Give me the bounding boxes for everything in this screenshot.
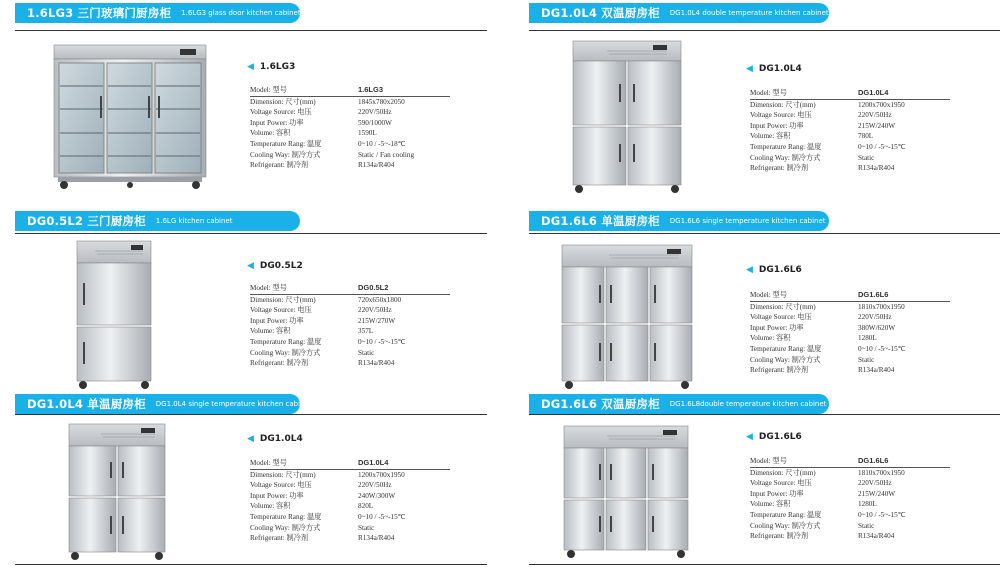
spec-label: Volume: 容积 — [750, 334, 791, 343]
spec-value: 0~10 / -5~-18℃ — [358, 139, 406, 148]
spec-value: 215W/270W — [358, 316, 396, 325]
spec-value: R134a/R404 — [358, 161, 395, 170]
spec-row — [750, 88, 950, 99]
model-heading-label: 1.6LG3 — [259, 62, 296, 72]
model-heading-label: DG1.0L4 — [259, 434, 303, 444]
model-heading — [746, 64, 802, 74]
spec-value: 820L — [358, 502, 374, 511]
spec-label: Volume: 容积 — [250, 502, 291, 511]
spec-label: Temperature Rang: 温度 — [250, 337, 322, 346]
panel-header — [15, 3, 300, 23]
model-heading — [247, 62, 295, 72]
spec-row — [750, 110, 950, 121]
spec-label: Refrigerant: 制冷剂 — [250, 161, 309, 170]
spec-value: 590/1000W — [358, 118, 392, 127]
product-panel-dg1-0l4-double — [529, 3, 1000, 198]
spec-value: 1280L — [858, 334, 877, 343]
spec-label: Cooling Way: 制冷方式 — [250, 150, 321, 159]
triangle-marker-icon: ◀ — [247, 261, 254, 271]
spec-value: Static / Fan cooling — [358, 150, 415, 159]
spec-table — [250, 85, 450, 171]
spec-value: 1280L — [858, 500, 877, 509]
panel-title-cn: DG1.0L4 双温厨房柜 — [541, 6, 660, 20]
spec-label: Input Power: 功率 — [250, 491, 304, 500]
spec-value: 0~10 / -5~-15℃ — [858, 344, 906, 353]
spec-label: Volume: 容积 — [750, 132, 791, 141]
spec-label: Temperature Rang: 温度 — [750, 142, 822, 151]
panel-header — [15, 211, 300, 231]
spec-row — [750, 301, 950, 312]
spec-value: Static — [358, 348, 375, 357]
model-heading — [746, 265, 802, 275]
spec-value: 240W/300W — [358, 491, 396, 500]
panel-title-en: DG1.0L4 single temperature kitchen cabinet — [155, 400, 312, 408]
panel-top-rule — [529, 414, 1000, 415]
spec-value: 0~10 / -5~-15℃ — [858, 510, 906, 519]
spec-row — [750, 290, 950, 301]
panel-title-cn: DG1.6L6 单温厨房柜 — [541, 214, 660, 228]
spec-row — [250, 533, 450, 544]
spec-label: Refrigerant: 制冷剂 — [750, 366, 809, 375]
spec-value: R134a/R404 — [358, 359, 395, 368]
spec-value: 220V/50Hz — [858, 479, 892, 488]
spec-label: Model: 型号 — [250, 458, 358, 469]
panel-title-en: 1.6LG3 glass door kitchen cabinet — [181, 9, 301, 17]
spec-row — [750, 531, 950, 542]
spec-row — [750, 131, 950, 142]
spec-value: 220V/50Hz — [358, 481, 392, 490]
panel-title-cn: DG1.6L6 双温厨房柜 — [541, 397, 660, 411]
spec-row — [250, 283, 450, 294]
glass-door-cabinet-image — [50, 41, 210, 191]
spec-label: Cooling Way: 制冷方式 — [250, 348, 321, 357]
spec-value: 0~10 / -5~-15℃ — [358, 337, 406, 346]
spec-value: Static — [858, 355, 875, 364]
spec-label: Cooling Way: 制冷方式 — [750, 355, 821, 364]
spec-label: Cooling Way: 制冷方式 — [250, 523, 321, 532]
spec-row — [250, 160, 450, 171]
panel-title-cn: 1.6LG3 三门玻璃门厨房柜 — [27, 6, 172, 20]
spec-value: 215W/240W — [858, 121, 896, 130]
triangle-marker-icon: ◀ — [746, 265, 753, 275]
spec-table-body — [750, 88, 950, 174]
spec-label: Voltage Source: 电压 — [250, 306, 312, 315]
spec-label: Model: 型号 — [250, 283, 358, 294]
spec-label: Cooling Way: 制冷方式 — [750, 521, 821, 530]
six-door-cabinet-image — [561, 424, 691, 560]
spec-table-body — [250, 458, 450, 544]
spec-label: Dimension: 尺寸(mm) — [750, 468, 816, 477]
spec-value: DG0.5L2 — [358, 283, 450, 294]
panel-title-en: DG1.6L8double temperature kitchen cabinet — [669, 400, 827, 408]
panel-bottom-rule — [15, 564, 487, 565]
spec-row — [250, 85, 450, 96]
spec-value: 1810x700x1950 — [858, 302, 905, 311]
model-heading-label: DG0.5L2 — [259, 261, 303, 271]
model-heading — [746, 432, 802, 442]
spec-row — [250, 294, 450, 305]
spec-label: Temperature Rang: 温度 — [250, 512, 322, 521]
panel-header — [529, 211, 829, 231]
spec-label: Temperature Rang: 温度 — [750, 510, 822, 519]
spec-label: Dimension: 尺寸(mm) — [750, 100, 816, 109]
panel-title-en: DG1.6L6 single temperature kitchen cabinet — [669, 217, 826, 225]
spec-row — [250, 305, 450, 316]
spec-row — [250, 501, 450, 512]
spec-row — [250, 523, 450, 534]
spec-value: 1845x780x2050 — [358, 97, 405, 106]
spec-row — [250, 316, 450, 327]
spec-row — [750, 365, 950, 376]
spec-label: Voltage Source: 电压 — [250, 481, 312, 490]
spec-label: Input Power: 功率 — [250, 118, 304, 127]
spec-value: Static — [858, 153, 875, 162]
spec-row — [250, 348, 450, 359]
spec-table-body — [750, 290, 950, 376]
spec-value: R134a/R404 — [358, 534, 395, 543]
spec-row — [250, 107, 450, 118]
spec-row — [250, 469, 450, 480]
spec-value: DG1.0L4 — [858, 88, 950, 99]
spec-value: 0~10 / -5~-15℃ — [858, 142, 906, 151]
spec-row — [750, 323, 950, 334]
spec-row — [250, 512, 450, 523]
spec-value: 0~10 / -5~-15℃ — [358, 512, 406, 521]
spec-row — [750, 478, 950, 489]
spec-value: 220V/50Hz — [358, 108, 392, 117]
model-heading — [247, 434, 303, 444]
panel-top-rule — [15, 414, 487, 415]
spec-label: Refrigerant: 制冷剂 — [750, 164, 809, 173]
spec-row — [750, 489, 950, 500]
spec-label: Volume: 容积 — [250, 327, 291, 336]
panel-title-cn: DG0.5L2 三门厨房柜 — [27, 214, 146, 228]
product-panel-1-6lg3 — [15, 3, 500, 198]
spec-row — [250, 337, 450, 348]
six-door-cabinet-image — [559, 243, 695, 391]
spec-label: Input Power: 功率 — [750, 489, 804, 498]
spec-label: Cooling Way: 制冷方式 — [750, 153, 821, 162]
model-heading-label: DG1.6L6 — [758, 265, 802, 275]
spec-row — [750, 142, 950, 153]
spec-value: 1200x700x1950 — [358, 470, 405, 479]
panel-title-en: 1.6LG kitchen cabinet — [155, 217, 233, 225]
spec-row — [250, 150, 450, 161]
spec-row — [750, 163, 950, 174]
spec-value: Static — [858, 521, 875, 530]
spec-label: Model: 型号 — [250, 85, 358, 96]
spec-label: Refrigerant: 制冷剂 — [750, 532, 809, 541]
model-heading-label: DG1.0L4 — [758, 64, 802, 74]
spec-label: Model: 型号 — [750, 456, 858, 467]
spec-label: Voltage Source: 电压 — [750, 479, 812, 488]
spec-label: Voltage Source: 电压 — [750, 313, 812, 322]
triangle-marker-icon: ◀ — [746, 64, 753, 74]
spec-label: Input Power: 功率 — [750, 121, 804, 130]
spec-table-body — [250, 85, 450, 171]
spec-row — [250, 128, 450, 139]
product-panel-dg0-5l2 — [15, 211, 500, 394]
two-door-cabinet-image — [73, 239, 155, 391]
spec-row — [750, 333, 950, 344]
model-heading — [247, 261, 303, 271]
spec-row — [750, 510, 950, 521]
spec-value: 1590L — [358, 129, 377, 138]
spec-table — [750, 456, 950, 542]
panel-title-cn: DG1.0L4 单温厨房柜 — [27, 397, 146, 411]
panel-title-en: DG1.0L4 double temperature kitchen cabinet — [669, 9, 829, 17]
spec-value: 380W/620W — [858, 323, 896, 332]
spec-table — [250, 458, 450, 544]
spec-value: 1810x700x1950 — [858, 468, 905, 477]
spec-label: Model: 型号 — [750, 290, 858, 301]
spec-value: DG1.6L6 — [858, 456, 950, 467]
spec-value: 1.6LG3 — [358, 85, 450, 96]
spec-value: DG1.6L6 — [858, 290, 950, 301]
spec-value: Static — [358, 523, 375, 532]
panel-top-rule — [15, 233, 487, 234]
spec-table — [750, 290, 950, 376]
four-door-cabinet-image — [567, 39, 687, 195]
spec-label: Refrigerant: 制冷剂 — [250, 359, 309, 368]
spec-label: Input Power: 功率 — [250, 316, 304, 325]
spec-row — [250, 118, 450, 129]
spec-label: Input Power: 功率 — [750, 323, 804, 332]
panel-header — [529, 394, 829, 414]
spec-label: Dimension: 尺寸(mm) — [250, 470, 316, 479]
spec-label: Refrigerant: 制冷剂 — [250, 534, 309, 543]
spec-value: 215W/240W — [858, 489, 896, 498]
spec-row — [750, 121, 950, 132]
spec-row — [250, 480, 450, 491]
spec-value: 357L — [358, 327, 374, 336]
panel-header — [15, 394, 312, 414]
spec-row — [250, 458, 450, 469]
spec-value: DG1.0L4 — [358, 458, 450, 469]
panel-top-rule — [529, 233, 1000, 234]
spec-row — [250, 326, 450, 337]
product-panel-dg1-6l6-single — [529, 211, 1000, 394]
spec-label: Dimension: 尺寸(mm) — [250, 295, 316, 304]
spec-row — [250, 139, 450, 150]
spec-row — [750, 355, 950, 366]
spec-row — [250, 491, 450, 502]
spec-row — [750, 456, 950, 467]
spec-table — [750, 88, 950, 174]
spec-row — [750, 467, 950, 478]
panel-header — [529, 3, 829, 23]
spec-label: Model: 型号 — [750, 88, 858, 99]
spec-table-body — [250, 283, 450, 369]
spec-row — [250, 358, 450, 369]
triangle-marker-icon: ◀ — [247, 434, 254, 444]
spec-value: 720x650x1800 — [358, 295, 402, 304]
spec-row — [750, 312, 950, 323]
triangle-marker-icon: ◀ — [746, 432, 753, 442]
spec-label: Volume: 容积 — [750, 500, 791, 509]
product-panel-dg1-6l6-double — [529, 394, 1000, 570]
spec-label: Dimension: 尺寸(mm) — [250, 97, 316, 106]
triangle-marker-icon: ◀ — [247, 62, 254, 72]
spec-value: 780L — [858, 132, 874, 141]
spec-row — [750, 521, 950, 532]
spec-label: Volume: 容积 — [250, 129, 291, 138]
spec-row — [750, 153, 950, 164]
spec-label: Voltage Source: 电压 — [750, 111, 812, 120]
model-heading-label: DG1.6L6 — [758, 432, 802, 442]
spec-label: Temperature Rang: 温度 — [750, 344, 822, 353]
spec-label: Dimension: 尺寸(mm) — [750, 302, 816, 311]
spec-row — [750, 344, 950, 355]
spec-value: 220V/50Hz — [858, 313, 892, 322]
spec-table-body — [750, 456, 950, 542]
spec-value: 220V/50Hz — [858, 111, 892, 120]
product-panel-dg1-0l4-single — [15, 394, 500, 570]
spec-label: Voltage Source: 电压 — [250, 108, 312, 117]
spec-value: R134a/R404 — [858, 164, 895, 173]
spec-value: 1200x700x1950 — [858, 100, 905, 109]
spec-value: R134a/R404 — [858, 366, 895, 375]
spec-row — [750, 99, 950, 110]
spec-row — [750, 499, 950, 510]
spec-value: 220V/50Hz — [358, 306, 392, 315]
panel-bottom-rule — [529, 564, 1000, 565]
spec-value: R134a/R404 — [858, 532, 895, 541]
spec-label: Temperature Rang: 温度 — [250, 139, 322, 148]
spec-table — [250, 283, 450, 369]
four-door-cabinet-image — [65, 422, 169, 562]
spec-row — [250, 96, 450, 107]
panel-top-rule — [529, 30, 1000, 31]
panel-top-rule — [15, 30, 487, 31]
